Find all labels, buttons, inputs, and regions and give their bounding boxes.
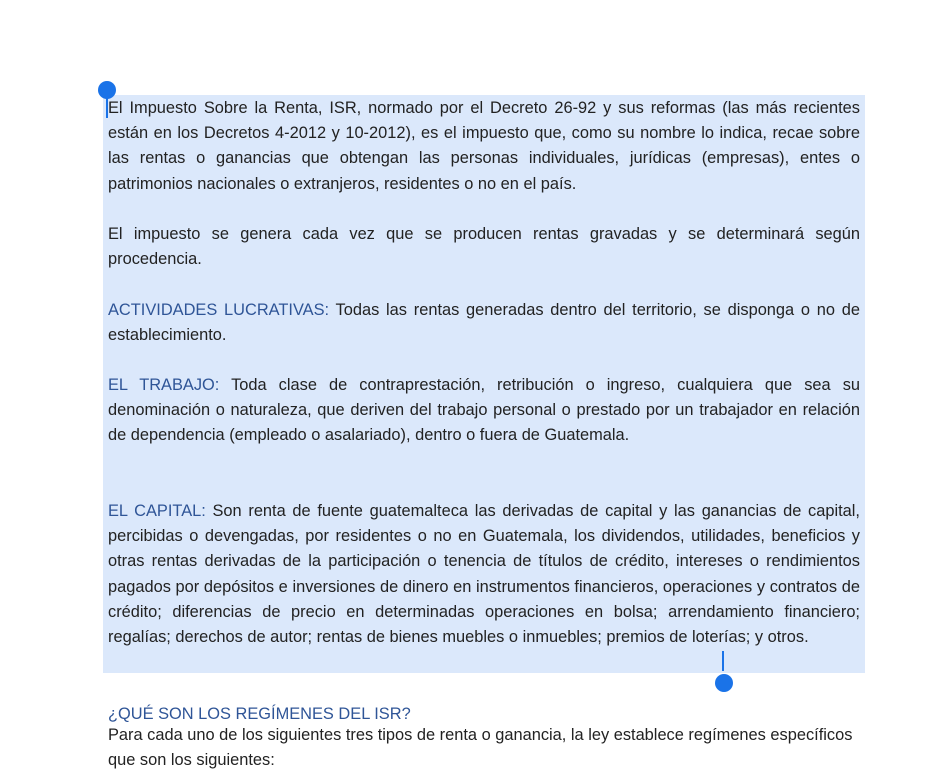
selection-start-handle[interactable] [98, 81, 116, 99]
paragraph-capital[interactable] [108, 499, 860, 650]
capital-text: Son renta de fuente guatemalteca las derivadas de capital y las ganancias de capital, percibidas o devengadas, por residentes o no en Guatemala, los dividendos, utilidades, beneficios y otras rentas derivadas de la participación o tenencia de títulos de crédito, intereses o rendimientos pagados por depósitos e inversiones de dinero en instrumentos financieros, operaciones y contratos de crédito; diferencias de precio en determinadas operaciones en bolsa; arrendamiento financiero; regalías; derechos de autor; rentas de bienes muebles o inmuebles; premios de loterías; y otros. [108, 502, 860, 647]
selection-start-caret [106, 98, 108, 118]
work-label: EL TRABAJO: [108, 376, 220, 394]
paragraph-regimes[interactable]: Para cada uno de los siguientes tres tipos de renta o ganancia, la ley establece regímenes específicos que son los siguientes: [108, 726, 853, 770]
capital-label: EL CAPITAL: [108, 502, 206, 520]
paragraph-activities[interactable] [108, 298, 860, 348]
paragraph-intro[interactable]: El Impuesto Sobre la Renta, ISR, normado por el Decreto 26-92 y sus reformas (las más recientes están en los Decretos 4-2012 y 10-2012), es el impuesto que, como su nombre lo indica, recae sobre las rentas o ganancias que obtengan las personas individuales, jurídicas (empresas), entes o patrimonios nacionales o extranjeros, residentes o no en el país. [108, 99, 860, 193]
paragraph-work[interactable] [108, 373, 860, 449]
paragraph-generation[interactable]: El impuesto se genera cada vez que se producen rentas gravadas y se determinará según procedencia. [108, 225, 860, 269]
work-text: Toda clase de contraprestación, retribución o ingreso, cualquiera que sea su denominación o naturaleza, que deriven del trabajo personal o prestado por un trabajador en relación de dependencia (empleado o asalariado), dentro o fuera de Guatemala. [108, 376, 861, 445]
heading-regimes[interactable]: ¿QUÉ SON LOS REGÍMENES DEL ISR? [108, 705, 411, 723]
selection-end-handle[interactable] [715, 674, 733, 692]
activities-text: Todas las rentas generadas dentro del territorio, se disponga o no de establecimiento. [108, 301, 860, 345]
selection-end-caret [722, 651, 724, 671]
activities-label: ACTIVIDADES LUCRATIVAS: [108, 301, 330, 319]
